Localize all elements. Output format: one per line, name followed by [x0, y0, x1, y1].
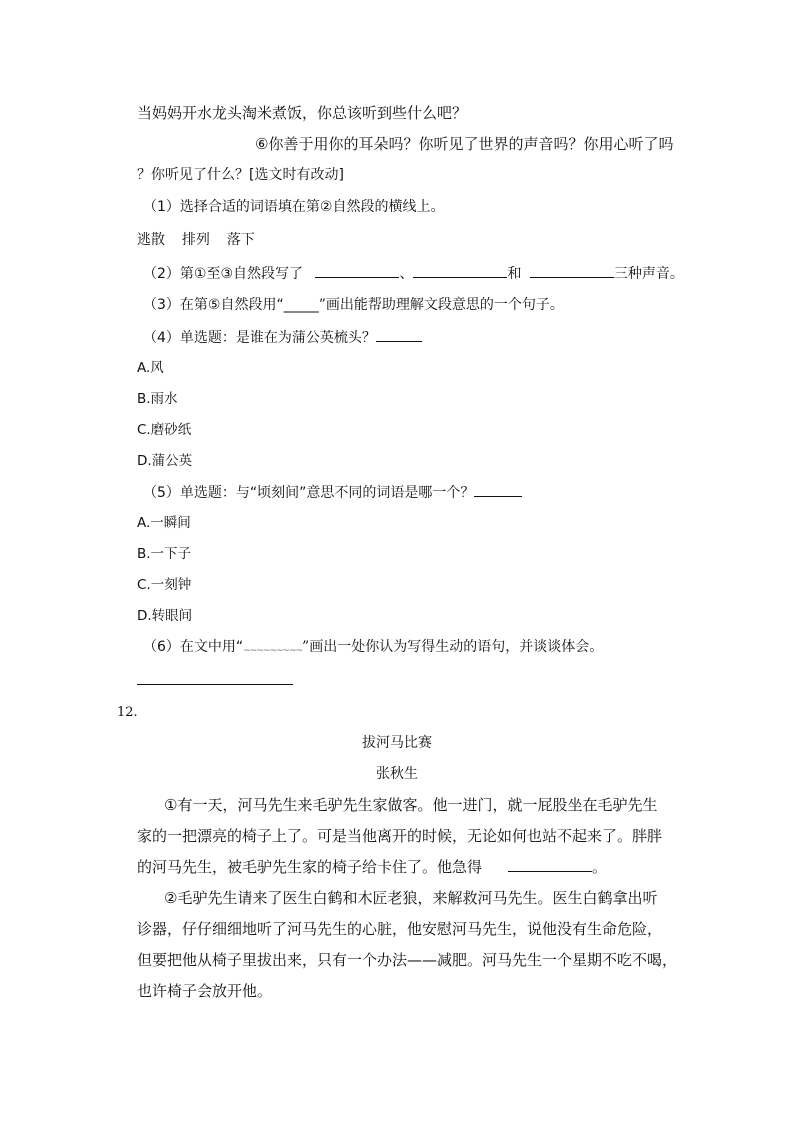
question-4	[143, 327, 422, 348]
answer-blank[interactable]	[413, 263, 507, 278]
separator: 、	[399, 266, 414, 282]
option-c[interactable]: C.一刻钟	[137, 577, 192, 593]
paragraph-line: 诊器，仔仔细细地听了河马先生的心脏，他安慰河马先生，说他没有生命危险，	[137, 920, 663, 938]
question-3-prefix: （3）在第⑤自然段用“	[143, 297, 284, 313]
question-6-prefix: （6）在文中用“	[143, 639, 244, 655]
question-2-suffix: 三种声音。	[613, 266, 684, 282]
paragraph-line	[137, 857, 607, 877]
option-d[interactable]: D.转眼间	[137, 608, 193, 624]
question-6-suffix: ”画出一处你认为写得生动的语句，并谈谈体会。	[302, 639, 604, 655]
paragraph-line: 家的一把漂亮的椅子上了。可是当他离开的时候，无论如何也站不起来了。胖胖	[137, 827, 663, 845]
paragraph-text: 。	[592, 858, 608, 876]
option-b[interactable]: B.雨水	[137, 391, 178, 407]
paragraph-line: ①有一天，河马先生来毛驴先生家做客。他一进门，就一屁股坐在毛驴先生	[164, 796, 658, 814]
question-3	[143, 295, 564, 315]
word-choices: 逃散 排列 落下	[137, 232, 255, 248]
passage-line: ⑥你善于用你的耳朵吗？你听见了世界的声音吗？你用心听了吗	[255, 135, 674, 153]
article-title: 拔河马比赛	[362, 735, 432, 751]
answer-blank[interactable]	[315, 263, 399, 278]
paragraph-line: 也许椅子会放开他。	[137, 982, 273, 1000]
underline-mark: _____	[283, 297, 319, 313]
answer-blank[interactable]	[530, 263, 614, 278]
question-2	[143, 263, 684, 284]
answer-blank[interactable]	[376, 327, 422, 342]
separator: 和	[507, 266, 522, 282]
answer-blank[interactable]	[508, 857, 592, 872]
question-5-text: （5）单选题：与“顷刻间”意思不同的词语是哪一个？	[143, 485, 475, 501]
question-number: 12.	[117, 705, 138, 720]
passage-line: 当妈妈开水龙头淘米煮饭，你总该听到些什么吧？	[137, 104, 468, 122]
question-5	[143, 482, 522, 503]
option-b[interactable]: B.一下子	[137, 546, 192, 562]
option-a[interactable]: A.一瞬间	[137, 515, 191, 531]
answer-line[interactable]	[137, 684, 293, 685]
question-4-text: （4）单选题：是谁在为蒲公英梳头？	[143, 330, 376, 346]
question-3-suffix: ”画出能帮助理解文段意思的一个句子。	[318, 297, 564, 313]
paragraph-line: 但要把他从椅子里拔出来，只有一个办法——减肥。河马先生一个星期不吃不喝，	[137, 951, 678, 969]
paragraph-text: 的河马先生，被毛驴先生家的椅子给卡住了。他急得	[137, 858, 483, 876]
wavy-underline-mark: ~~~~~~~~~	[243, 646, 303, 656]
article-author: 张秋生	[376, 766, 418, 782]
option-d[interactable]: D.蒲公英	[137, 453, 193, 469]
question-6	[143, 637, 603, 661]
option-c[interactable]: C.磨砂纸	[137, 422, 192, 438]
answer-blank[interactable]	[474, 482, 522, 497]
paragraph-line: ②毛驴先生请来了医生白鹤和木匠老狼，来解救河马先生。医生白鹤拿出听	[164, 889, 658, 907]
option-a[interactable]: A.风	[137, 360, 164, 376]
question-1: （1）选择合适的词语填在第②自然段的横线上。	[143, 199, 445, 215]
passage-line: ？你听见了什么？[选文时有改动]	[137, 167, 344, 183]
question-2-prefix: （2）第①至③自然段写了	[143, 266, 304, 282]
